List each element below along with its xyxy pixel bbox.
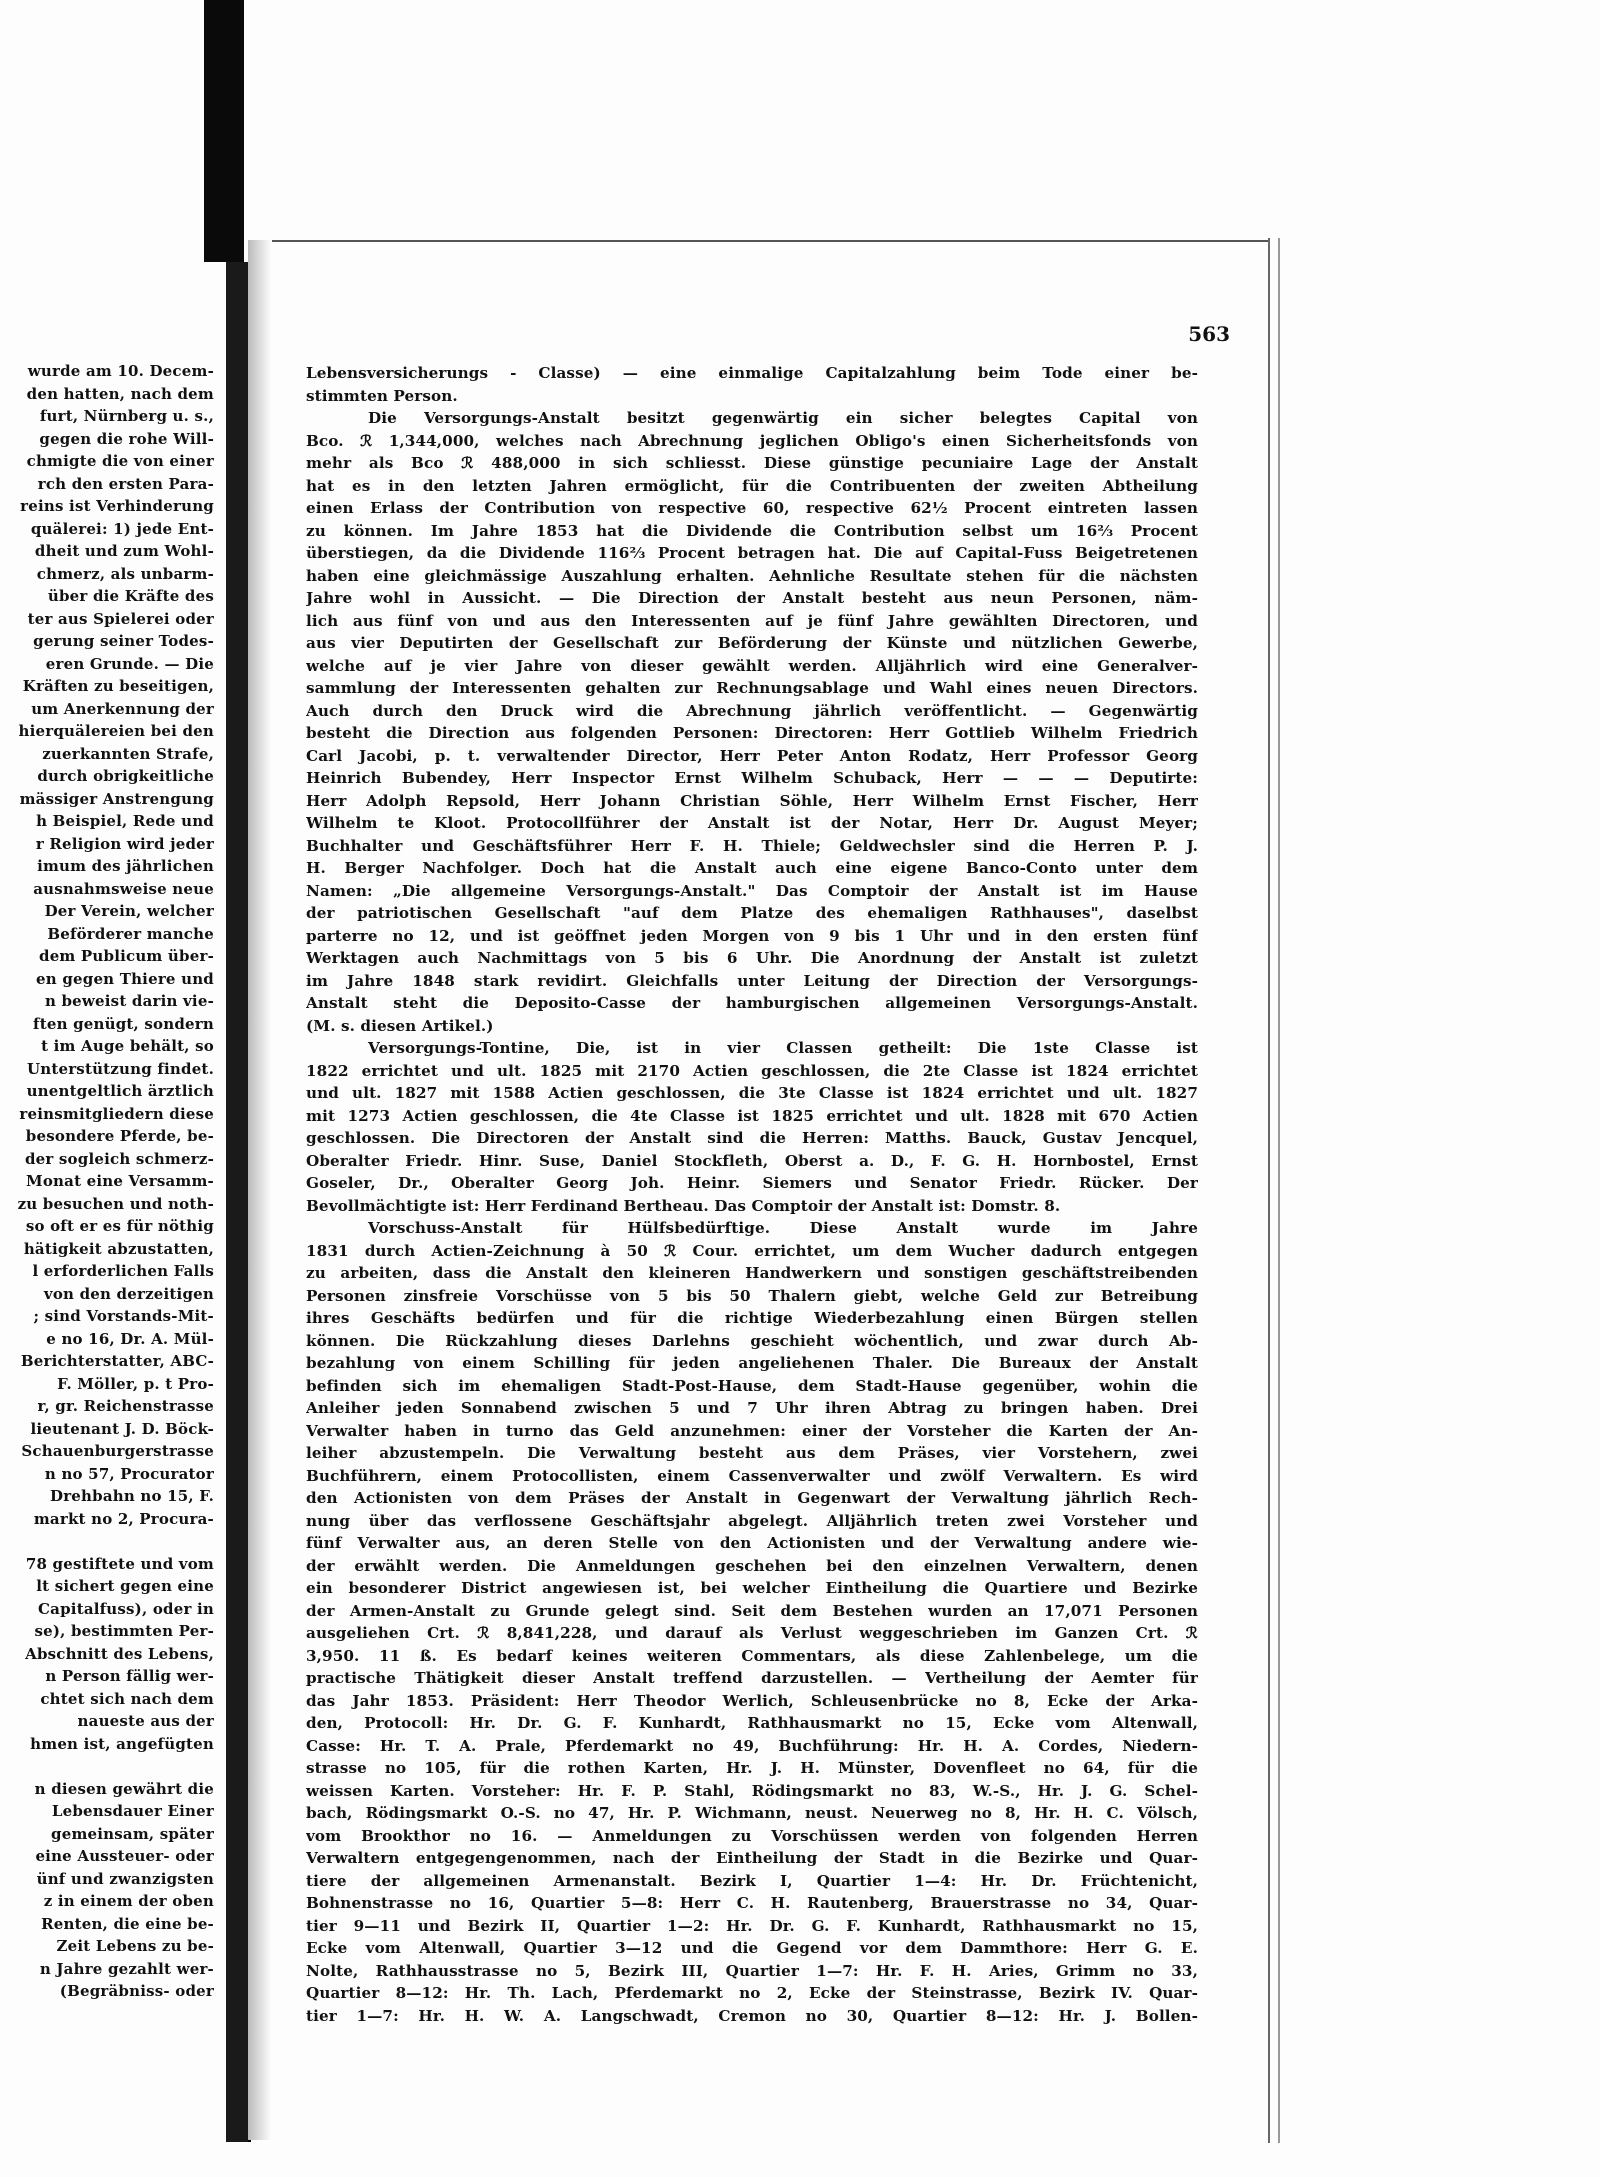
right-text-line: Bohnenstrasse no 16, Quartier 5—8: Herr C. H. Rautenberg, Brauerstrasse no 34, Quar- <box>306 1894 1198 1912</box>
left-text-line: 78 gestiftete und vom <box>25 1554 214 1573</box>
right-text-line: ausgeliehen Crt. ℛ 8,841,228, und darauf als Verlust weggeschrieben im Ganzen Crt. ℛ <box>306 1624 1198 1642</box>
right-text-line: 3,950. 11 ß. Es bedarf keines weiteren Commentars, als diese Zahlenbelege, um die <box>306 1646 1198 1665</box>
right-text-line: befinden sich im ehemaligen Stadt-Post-Hause, dem Stadt-Hause gegenüber, wohin die <box>306 1376 1198 1395</box>
left-text-line: se), bestimmten Per- <box>34 1622 214 1640</box>
left-text-line: eren Grunde. — Die <box>45 654 214 673</box>
right-text-line: der erwählt werden. Die Anmeldungen geschehen bei den einzelnen Verwaltern, denen <box>306 1556 1198 1575</box>
right-text-line: Nolte, Rathhausstrasse no 5, Bezirk III, Quartier 1—7: Hr. F. H. Aries, Grimm no 33, <box>306 1961 1198 1980</box>
left-text-line: um Anerkennung der <box>31 699 214 718</box>
left-text-line: imum des jährlichen <box>37 857 214 875</box>
right-text-line: Casse: Hr. T. A. Prale, Pferdemarkt no 49, Buchführung: Hr. H. A. Cordes, Niedern- <box>306 1736 1198 1755</box>
left-text-line: den hatten, nach dem <box>26 384 214 403</box>
left-text-line: h Beispiel, Rede und <box>36 812 214 830</box>
left-text-line: r, gr. Reichenstrasse <box>37 1397 214 1415</box>
right-text-line: Verwalter haben in turno das Geld anzunehmen: einer der Vorsteher die Karten der An- <box>306 1421 1198 1440</box>
left-text-line: Renten, die eine be- <box>41 1914 214 1933</box>
right-text-line: mehr als Bco ℛ 488,000 in sich schliesst. Diese günstige pecuniaire Lage der Anstalt <box>306 454 1198 472</box>
left-text-line: chtet sich nach dem <box>40 1689 214 1708</box>
right-page-column <box>306 362 1198 2062</box>
right-text-line: sammlung der Interessenten gehalten zur Rechnungsablage und Wahl eines neuen Directors. <box>306 679 1198 697</box>
left-text-line: reins ist Verhinderung <box>20 497 214 515</box>
page-number: 563 <box>1188 322 1230 346</box>
left-text-line: r Religion wird jeder <box>35 834 214 853</box>
left-text-line: n no 57, Procurator <box>44 1464 214 1483</box>
right-text-line: der Armen-Anstalt zu Grunde gelegt sind. Seit dem Bestehen wurden an 17,071 Personen <box>306 1601 1198 1620</box>
right-text-line: tiere der allgemeinen Armenanstalt. Bezirk I, Quartier 1—4: Hr. Dr. Früchtenicht, <box>306 1871 1198 1890</box>
right-text-line: practische Thätigkeit dieser Anstalt treffend darzustellen. — Vertheilung der Aemter für <box>306 1669 1198 1687</box>
left-text-line: t im Auge behält, so <box>41 1037 214 1055</box>
right-text-line: tier 1—7: Hr. H. W. A. Langschwadt, Cremon no 30, Quartier 8—12: Hr. J. Bollen- <box>306 2006 1198 2025</box>
left-text-line: wurde am 10. Decem- <box>27 362 214 380</box>
left-text-line: markt no 2, Procura- <box>33 1509 214 1528</box>
left-text-line: (Begräbniss- oder <box>59 1982 214 2000</box>
page-right-edge <box>1268 238 1280 2143</box>
left-text-line: ter aus Spielerei oder <box>27 609 214 628</box>
left-text-line: Abschnitt des Lebens, <box>25 1644 214 1663</box>
right-text-line: mit 1273 Actien geschlossen, die 4te Classe ist 1825 errichtet und ult. 1828 mit 670 Actien <box>306 1106 1198 1125</box>
left-text-line: gerung seiner Todes- <box>33 632 214 650</box>
right-text-line: Anstalt steht die Deposito-Casse der hamburgischen allgemeinen Versorgungs-Anstalt. <box>306 994 1198 1012</box>
left-text-line: unentgeltlich ärztlich <box>26 1082 214 1100</box>
left-text-line: reinsmitgliedern diese <box>19 1104 214 1123</box>
right-text-line: einen Erlass der Contribution von respective 60, respective 62½ Procent eintreten lassen <box>306 499 1198 517</box>
left-text-line: l erforderlichen Falls <box>32 1262 214 1280</box>
right-text-line: weissen Karten. Vorsteher: Hr. F. P. Stahl, Rödingsmarkt no 83, W.-S., Hr. J. G. Schel- <box>306 1781 1198 1800</box>
left-text-line: Drehbahn no 15, F. <box>49 1487 214 1505</box>
right-text-line: hat es in den letzten Jahren ermöglicht, für die Contribuenten der zweiten Abtheilung <box>306 476 1198 495</box>
left-text-line: eine Aussteuer- oder <box>35 1847 214 1865</box>
right-text-line: Bco. ℛ 1,344,000, welches nach Abrechnung jeglichen Obligo's einen Sicherheitsfonds von <box>306 431 1198 450</box>
right-text-line: der patriotischen Gesellschaft "auf dem Platze des ehemaligen Rathhauses", daselbst <box>306 904 1198 922</box>
left-text-line: dem Publicum über- <box>39 947 214 965</box>
right-text-line: Wilhelm te Kloot. Protocollführer der Anstalt ist der Notar, Herr Dr. August Meyer; <box>306 814 1198 832</box>
left-text-line: F. Möller, p. t Pro- <box>57 1374 214 1393</box>
right-text-line: Werktagen auch Nachmittags von 5 bis 6 Uhr. Die Anordnung der Anstalt ist zuletzt <box>306 949 1198 967</box>
left-text-line: ünf und zwanzigsten <box>36 1869 214 1888</box>
left-text-line: chmerz, als unbarm- <box>36 564 214 583</box>
right-text-line: fünf Verwalter aus, an deren Stelle von den Actionisten und der Verwaltung andere wie- <box>306 1534 1198 1552</box>
right-text-line: stimmten Person. <box>306 386 458 405</box>
right-text-line: bezahlung von einem Schilling für jeden angeliehenen Thaler. Die Bureaux der Anstalt <box>306 1354 1198 1372</box>
right-text-line: zu arbeiten, dass die Anstalt den kleineren Handwerkern und sonstigen geschäftstreibenden <box>306 1264 1198 1282</box>
left-text-line: Der Verein, welcher <box>44 902 214 920</box>
right-text-line: Verwaltern entgegengenommen, nach der Eintheilung der Stadt in die Bezirke und Quar- <box>306 1849 1198 1867</box>
left-text-line: durch obrigkeitliche <box>37 767 214 785</box>
right-text-line: 1831 durch Actien-Zeichnung à 50 ℛ Cour. errichtet, um dem Wucher dadurch entgegen <box>306 1241 1198 1260</box>
left-text-line: chmigte die von einer <box>26 452 214 470</box>
left-text-line: dheit und zum Wohl- <box>34 542 214 560</box>
left-text-line: von den derzeitigen <box>43 1284 214 1303</box>
left-text-line: gemeinsam, später <box>51 1824 214 1843</box>
left-text-line: Lebensdauer Einer <box>51 1802 214 1820</box>
right-text-line: das Jahr 1853. Präsident: Herr Theodor Werlich, Schleusenbrücke no 8, Ecke der Arka- <box>306 1691 1198 1710</box>
binding-shadow-top <box>204 0 244 262</box>
left-text-line: gegen die rohe Will- <box>39 429 214 448</box>
right-text-line: Anleiher jeden Sonnabend zwischen 5 und 7 Uhr ihren Abtrag zu bringen haben. Drei <box>306 1399 1198 1417</box>
right-text-line: Heinrich Bubendey, Herr Inspector Ernst Wilhelm Schuback, Herr — — — Deputirte: <box>306 769 1198 787</box>
right-text-line: Ecke vom Altenwall, Quartier 3—12 und die Gegend vor dem Dammthore: Herr G. E. <box>306 1939 1198 1957</box>
right-text-line: überstiegen, da die Dividende 116⅔ Procent betragen hat. Die auf Capital-Fuss Beigetretenen <box>306 544 1198 562</box>
right-text-line: parterre no 12, und ist geöffnet jeden Morgen von 9 bis 1 Uhr und in den ersten fünf <box>306 926 1198 945</box>
right-text-line: 1822 errichtet und ult. 1825 mit 2170 Actien geschlossen, die 2te Classe ist 1824 errichtet <box>306 1061 1198 1080</box>
left-text-line: Zeit Lebens zu be- <box>56 1937 214 1955</box>
right-text-line: Vorschuss-Anstalt für Hülfsbedürftige. Diese Anstalt wurde im Jahre <box>368 1219 1198 1237</box>
right-text-line: Jahre wohl in Aussicht. — Die Direction der Anstalt besteht aus neun Personen, näm- <box>306 589 1198 607</box>
right-text-line: haben eine gleichmässige Auszahlung erhalten. Aehnliche Resultate stehen für die nächsten <box>306 566 1198 585</box>
left-text-line: hätigkeit abzustatten, <box>23 1239 214 1258</box>
left-text-line: naueste aus der <box>77 1712 214 1730</box>
right-text-line: können. Die Rückzahlung dieses Darlehns geschieht wöchentlich, und zwar durch Ab- <box>306 1331 1198 1350</box>
left-text-line: Beförderer manche <box>47 924 214 943</box>
left-text-line: zu besuchen und noth- <box>17 1194 214 1213</box>
right-text-line: strasse no 105, für die rothen Karten, Hr. J. H. Münster, Dovenfleet no 64, für die <box>306 1759 1198 1777</box>
left-text-line: hierquälereien bei den <box>18 722 214 740</box>
right-text-line: den Actionisten von dem Präses der Anstalt in Gegenwart der Verwaltung jährlich Rech- <box>306 1489 1198 1507</box>
left-text-line: über die Kräfte des <box>47 587 214 605</box>
left-text-line: Unterstützung findet. <box>26 1059 214 1078</box>
right-text-line: vom Brookthor no 16. — Anmeldungen zu Vorschüssen werden von folgenden Herren <box>306 1826 1198 1845</box>
right-text-line: Lebensversicherungs - Classe) — eine einmalige Capitalzahlung beim Tode einer be- <box>306 364 1198 382</box>
left-text-line: n diesen gewährt die <box>34 1779 214 1798</box>
left-text-line: e no 16, Dr. A. Mül- <box>46 1329 214 1348</box>
left-text-line: quälerei: 1) jede Ent- <box>30 519 214 538</box>
left-text-line: so oft er es für nöthig <box>25 1217 214 1235</box>
left-text-line: ; sind Vorstands-Mit- <box>33 1307 214 1325</box>
right-text-line: aus vier Deputirten der Gesellschaft zur Beförderung der Künste und nützlichen Gewerbe, <box>306 634 1198 652</box>
left-text-line: n Jahre gezahlt wer- <box>39 1959 214 1978</box>
left-text-line: Schauenburgerstrasse <box>21 1442 214 1460</box>
right-text-line: (M. s. diesen Artikel.) <box>306 1016 494 1035</box>
left-text-line: lt sichert gegen eine <box>36 1577 214 1595</box>
left-text-line: Monat eine Versamm- <box>26 1172 214 1190</box>
right-text-line: Die Versorgungs-Anstalt besitzt gegenwärtig ein sicher belegtes Capital von <box>368 409 1198 427</box>
left-text-line: n Person fällig wer- <box>45 1667 214 1685</box>
left-text-line: ften genügt, sondern <box>33 1014 214 1033</box>
right-text-line: Buchhalter und Geschäftsführer Herr F. H. Thiele; Geldwechsler sind die Herren P. J. <box>306 836 1198 855</box>
right-text-line: im Jahre 1848 stark revidirt. Gleichfalls unter Leitung der Direction der Versorgungs- <box>306 971 1198 990</box>
right-text-line: Oberalter Friedr. Hinr. Suse, Daniel Stockfleth, Oberst a. D., F. G. H. Hornbostel, Ernst <box>306 1151 1198 1170</box>
right-text-line: Goseler, Dr., Oberalter Georg Joh. Heinr. Siemers und Senator Friedr. Rücker. Der <box>306 1174 1198 1192</box>
left-text-line: en gegen Thiere und <box>36 969 214 988</box>
left-text-line: lieutenant J. D. Böck- <box>30 1419 214 1438</box>
right-text-line: Bevollmächtigte ist: Herr Ferdinand Bertheau. Das Comptoir der Anstalt ist: Domstr. 8. <box>306 1196 1061 1215</box>
right-text-line: Namen: „Die allgemeine Versorgungs-Anstalt." Das Comptoir der Anstalt ist im Hause <box>306 881 1198 900</box>
left-text-line: Kräften zu beseitigen, <box>22 677 214 695</box>
right-text-line: bach, Rödingsmarkt O.-S. no 47, Hr. P. Wichmann, neust. Neuerweg no 8, Hr. H. C. Völsch, <box>306 1804 1198 1822</box>
left-text-line: n beweist darin vie- <box>44 992 214 1010</box>
right-text-line: Personen zinsfreie Vorschüsse von 5 bis 50 Thalern giebt, welche Geld zur Betreibung <box>306 1286 1198 1305</box>
left-text-line: der sogleich schmerz- <box>24 1149 214 1168</box>
right-text-line: Quartier 8—12: Hr. Th. Lach, Pferdemarkt no 2, Ecke der Steinstrasse, Bezirk IV. Quar- <box>306 1984 1198 2002</box>
gutter-shadow <box>248 240 272 2140</box>
right-text-line: besteht die Direction aus folgenden Personen: Directoren: Herr Gottlieb Wilhelm Friedrich <box>306 724 1198 742</box>
right-text-line: geschlossen. Die Directoren der Anstalt sind die Herren: Matths. Bauck, Gustav Jencquel, <box>306 1129 1198 1147</box>
left-text-line <box>0 1530 214 1553</box>
left-text-line: Berichterstatter, ABC- <box>20 1352 214 1370</box>
right-text-line: ein besonderer District angewiesen ist, bei welcher Eintheilung die Quartiere und Bezirke <box>306 1579 1198 1597</box>
right-text-line: H. Berger Nachfolger. Doch hat die Anstalt auch eine eigene Banco-Conto unter dem <box>306 859 1198 877</box>
right-text-line: Carl Jacobi, p. t. verwaltender Director, Herr Peter Anton Rodatz, Herr Professor Georg <box>306 746 1198 765</box>
left-text-line: besondere Pferde, be- <box>25 1127 214 1145</box>
left-text-line: furt, Nürnberg u. s., <box>39 407 214 425</box>
page-top-edge <box>272 240 1268 242</box>
left-text-line: z in einem der oben <box>43 1892 214 1910</box>
right-text-line: welche auf je vier Jahre von dieser gewählt werden. Alljährlich wird eine Generalver- <box>306 656 1198 675</box>
left-text-line: mässiger Anstrengung <box>19 789 214 808</box>
right-text-line: lich aus fünf von und aus den Interessenten auf je fünf Jahre gewählten Directoren, und <box>306 611 1198 630</box>
right-text-line: nung über das verflossene Geschäftsjahr abgelegt. Alljährlich treten zwei Vorsteher und <box>306 1511 1198 1530</box>
right-text-line: Herr Adolph Repsold, Herr Johann Christian Söhle, Herr Wilhelm Ernst Fischer, Herr <box>306 791 1198 810</box>
right-text-line: ihres Geschäfts bedürfen und für die richtige Wiederbezahlung einen Bürgen stellen <box>306 1309 1198 1327</box>
left-text-line: ausnahmsweise neue <box>33 879 214 898</box>
left-text-line: hmen ist, angefügten <box>30 1734 214 1753</box>
right-text-line: tier 9—11 und Bezirk II, Quartier 1—2: Hr. Dr. G. F. Kunhardt, Rathhausmarkt no 15, <box>306 1916 1198 1935</box>
right-text-line: Versorgungs-Tontine, Die, ist in vier Classen getheilt: Die 1ste Classe ist <box>368 1039 1198 1057</box>
left-text-line: rch den ersten Para- <box>37 474 214 493</box>
right-text-line: leiher abzustempeln. Die Verwaltung besteht aus dem Präses, vier Vorstehern, zwei <box>306 1444 1198 1462</box>
right-text-line: zu können. Im Jahre 1853 hat die Dividende die Contribution selbst um 16⅔ Procent <box>306 521 1198 540</box>
left-text-line: Capitalfuss), oder in <box>38 1599 214 1618</box>
left-text-line <box>0 1755 214 1778</box>
right-text-line: Buchführern, einem Protocollisten, einem Cassenverwalter und zwölf Verwaltern. Es wird <box>306 1466 1198 1485</box>
right-text-line: den, Protocoll: Hr. Dr. G. F. Kunhardt, Rathhausmarkt no 15, Ecke vom Altenwall, <box>306 1714 1198 1732</box>
right-text-line: Auch durch den Druck wird die Abrechnung jährlich veröffentlicht. — Gegenwärtig <box>306 701 1198 720</box>
left-page-column <box>0 360 214 2050</box>
left-text-line: zuerkannten Strafe, <box>42 744 214 763</box>
right-text-line: und ult. 1827 mit 1588 Actien geschlossen, die 3te Classe ist 1824 errichtet und ult. 1827 <box>306 1084 1198 1102</box>
